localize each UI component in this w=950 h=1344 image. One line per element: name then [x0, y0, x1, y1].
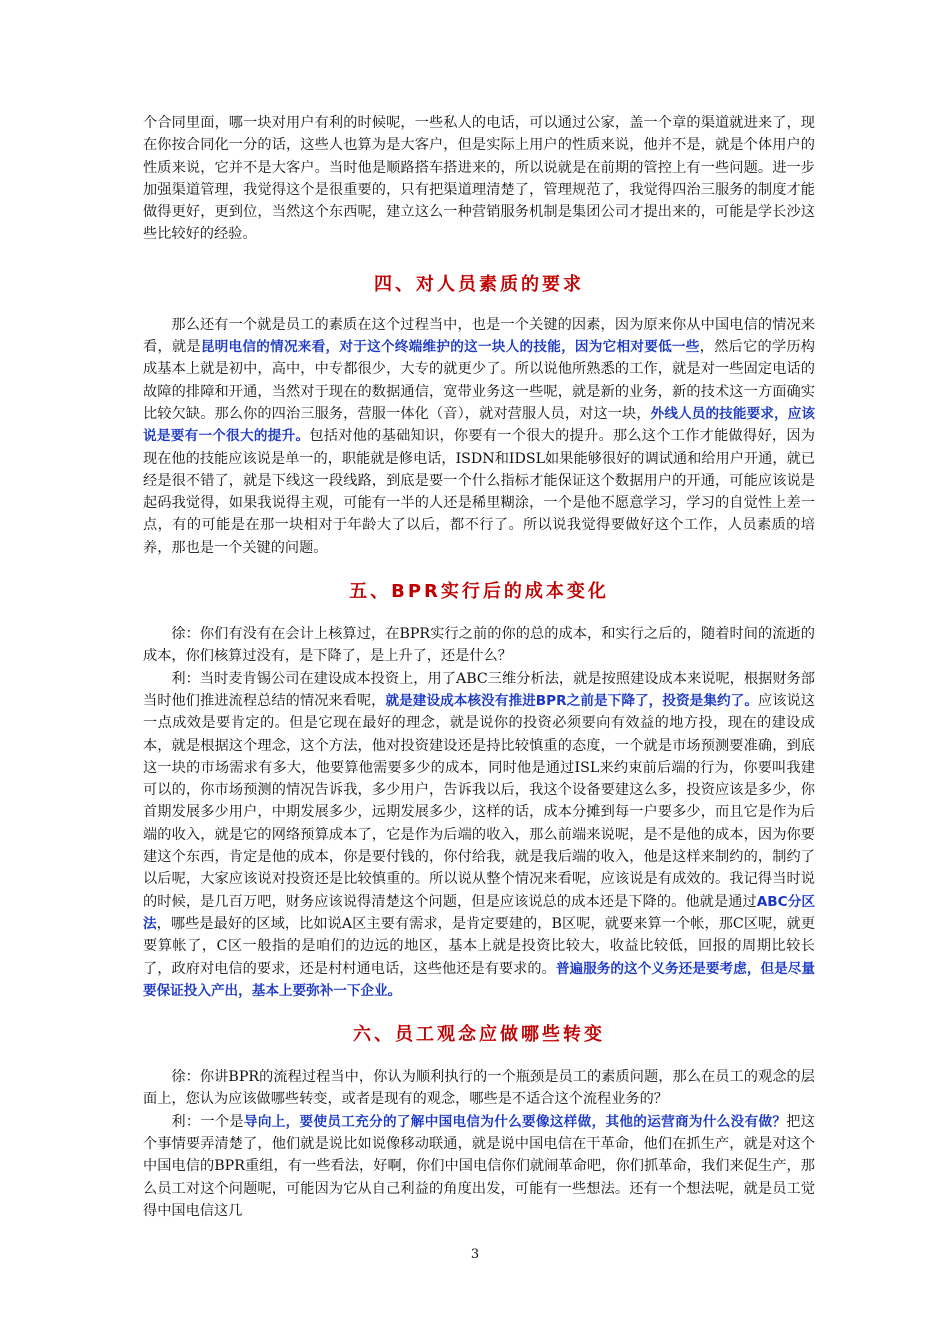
intro-paragraph [143, 112, 815, 246]
section-heading-bpr-cost: 五、BPR实行后的成本变化 [349, 581, 609, 603]
highlight-text: 就是建设成本核没有推进BPR之前是下降了，投资是集约了。 [385, 692, 759, 709]
intro-text: 个合同里面，哪一块对用户有利的时候呢，一些私人的电话，可以通过公家，盖一个章的渠道就进来了，现在你按合同化一分的话，这些人也算为是大客户，但是实际上用户的性质来说，他并不是，就是个体用户的性质来说，它并不是大客户。当时他是顺路搭车搭进来的，所以说就是在前期的管控上有一些问题。进一步加强渠道管理，我觉得这个是很重要的，只有把渠道理清楚了，管理规范了，我觉得四治三服务的制度才能做得更好，更到位，当然这个东西呢，建立这么一种营销服务机制是集团公司才提出来的，可能是学长沙这些比较好的经验。 [143, 115, 815, 243]
page-number: 3 [470, 1247, 480, 1262]
highlight-text: 外线人员的技能要求，应该说是要有一个很大的提升。 [143, 405, 816, 445]
paragraph-text: 应该说这一点成效是要肯定的。但是它现在最好的理念，就是说你的投资必须要向有效益的地方投，现在的建设成本，就是根据这个理念，这个方法，他对投资建设还是持比较慎重的态度，一个就是市场预测要准确，到底这一块的市场需求有多大，他要算他需要多少的成本，同时他是通过ISL来约束前后端的行为，你要叫我建可以的，你市场预测的情况告诉我，多少用户，告诉我以后，我这个设备要建这么多，投资应该是多少，你首期发展多少用户，中期发展多少，远期发展多少，这样的话，成本分摊到每一户要多少，而且它是作为后端的收入，就是它的网络预算成本了，它是作为后端的收入，那么前端来说呢，是不是他的成本，因为你要建这个东西，肯定是他的成本，你是要付钱的，你付给我，就是我后端的收入，他是这样来制约的，制约了以后呢，大家应该说对投资还是比较慎重的。所以说从整个情况来看呢，应该说是有成效的。我记得当时说的时候，是几百万吧，财务应该说得清楚这个问题，但是应该说总的成本还是下降的。他就是通过 [143, 692, 815, 910]
cost-answer [143, 668, 815, 1002]
paragraph-text: ，然后它的学历构成基本上就是初中，高中，中专都很少，大专的就更少了。所以说他所熟悉的工作，就是对一些固定电话的故障的排障和开通，当然对于现在的数据通信，宽带业务这一些呢，就是新的业务，新的技术这一方面确实比较欠缺。那么你的四治三服务，营服一体化（音），就对营服人员，对这一块， [143, 339, 815, 422]
mindset-question: 徐：你讲BPR的流程过程当中，你认为顺利执行的一个瓶颈是员工的素质问题，那么在员工的观念的层面上，您认为应该做哪些转变，或者是现有的观念，哪些是不适合这个流程业务的？ [143, 1069, 815, 1108]
highlight-text: 普遍服务的这个义务还是要考虑，但是尽量要保证投入产出，基本上要弥补一下企业。 [143, 960, 815, 999]
mindset-answer [143, 1111, 815, 1222]
paragraph-text: 包括对他的基础知识，你要有一个很大的提升。那么这个工作才能做得好，因为现在他的技能应该说是单一的，职能就是修电话，ISDN和IDSL如果能够很好的调试通和给用户开通，就已经是很不错了，就是下线这一段线路，到底是要一个什么指标才能保证这个数据用户的开通，可能应该说是起码我觉得，如果我说得主观，可能有一半的人还是稀里糊涂，一个是他不愿意学习，学习的自觉性上差一点，有的可能是在那一块相对于年龄大了以后，都不行了。所以说我觉得要做好这个工作，人员素质的培养，那也是一个关键的问题。 [143, 428, 815, 556]
personnel-paragraph [143, 314, 815, 559]
highlight-text: ABC分区法 [143, 893, 815, 932]
section-heading-personnel-quality: 四、对人员素质的要求 [374, 273, 584, 295]
cost-question: 徐：你们有没有在会计上核算过，在BPR实行之前的你的总的成本，和实行之后的，随着时间的流逝的成本，你们核算过没有，是下降了，是上升了，还是什么？ [143, 626, 815, 665]
paragraph-text: 利：当时麦肯锡公司在建设成本投资上，用了ABC三维分析法，就是按照建设成本来说呢，根据财务部当时他们推进流程总结的情况来看呢， [143, 670, 815, 709]
paragraph-text: 利：一个是 [171, 1113, 244, 1130]
paragraph-text: 把这个事情要弄清楚了，他们就是说比如说像移动联通，就是说中国电信在干革命，他们在抓生产，就是对这个中国电信的BPR重组，有一些看法，好啊，你们中国电信你们就闹革命吧，你们抓革命，我们来促生产，那么员工对这个问题呢，可能因为它从自己利益的角度出发，可能有一些想法。还有一个想法呢，就是员工觉得中国电信这几 [143, 1113, 815, 1219]
highlight-text: 导向上，要使员工充分的了解中国电信为什么要像这样做，其他的运营商为什么没有做？ [243, 1113, 787, 1130]
document-page [143, 112, 815, 1222]
paragraph-text: 那么还有一个就是员工的素质在这个过程当中，也是一个关键的因素，因为原来你从中国电信的情况来看，就是 [143, 316, 815, 356]
section-heading-staff-mindset: 六、员工观念应做哪些转变 [353, 1024, 605, 1046]
highlight-text: 昆明电信的情况来看，对于这个终端维护的这一块人的技能，因为它相对要低一些 [200, 339, 700, 356]
paragraph-text: ，哪些是最好的区域，比如说A区主要有需求，是肯定要建的，B区呢，就要来算一个帐，那C区呢，就更要算帐了，C区一般指的是咱们的边远的地区，基本上就是投资比较大，收益比较低，回报的周期比较长了，政府对电信的要求，还是村村通电话，这些他还是有要求的。 [143, 915, 816, 977]
